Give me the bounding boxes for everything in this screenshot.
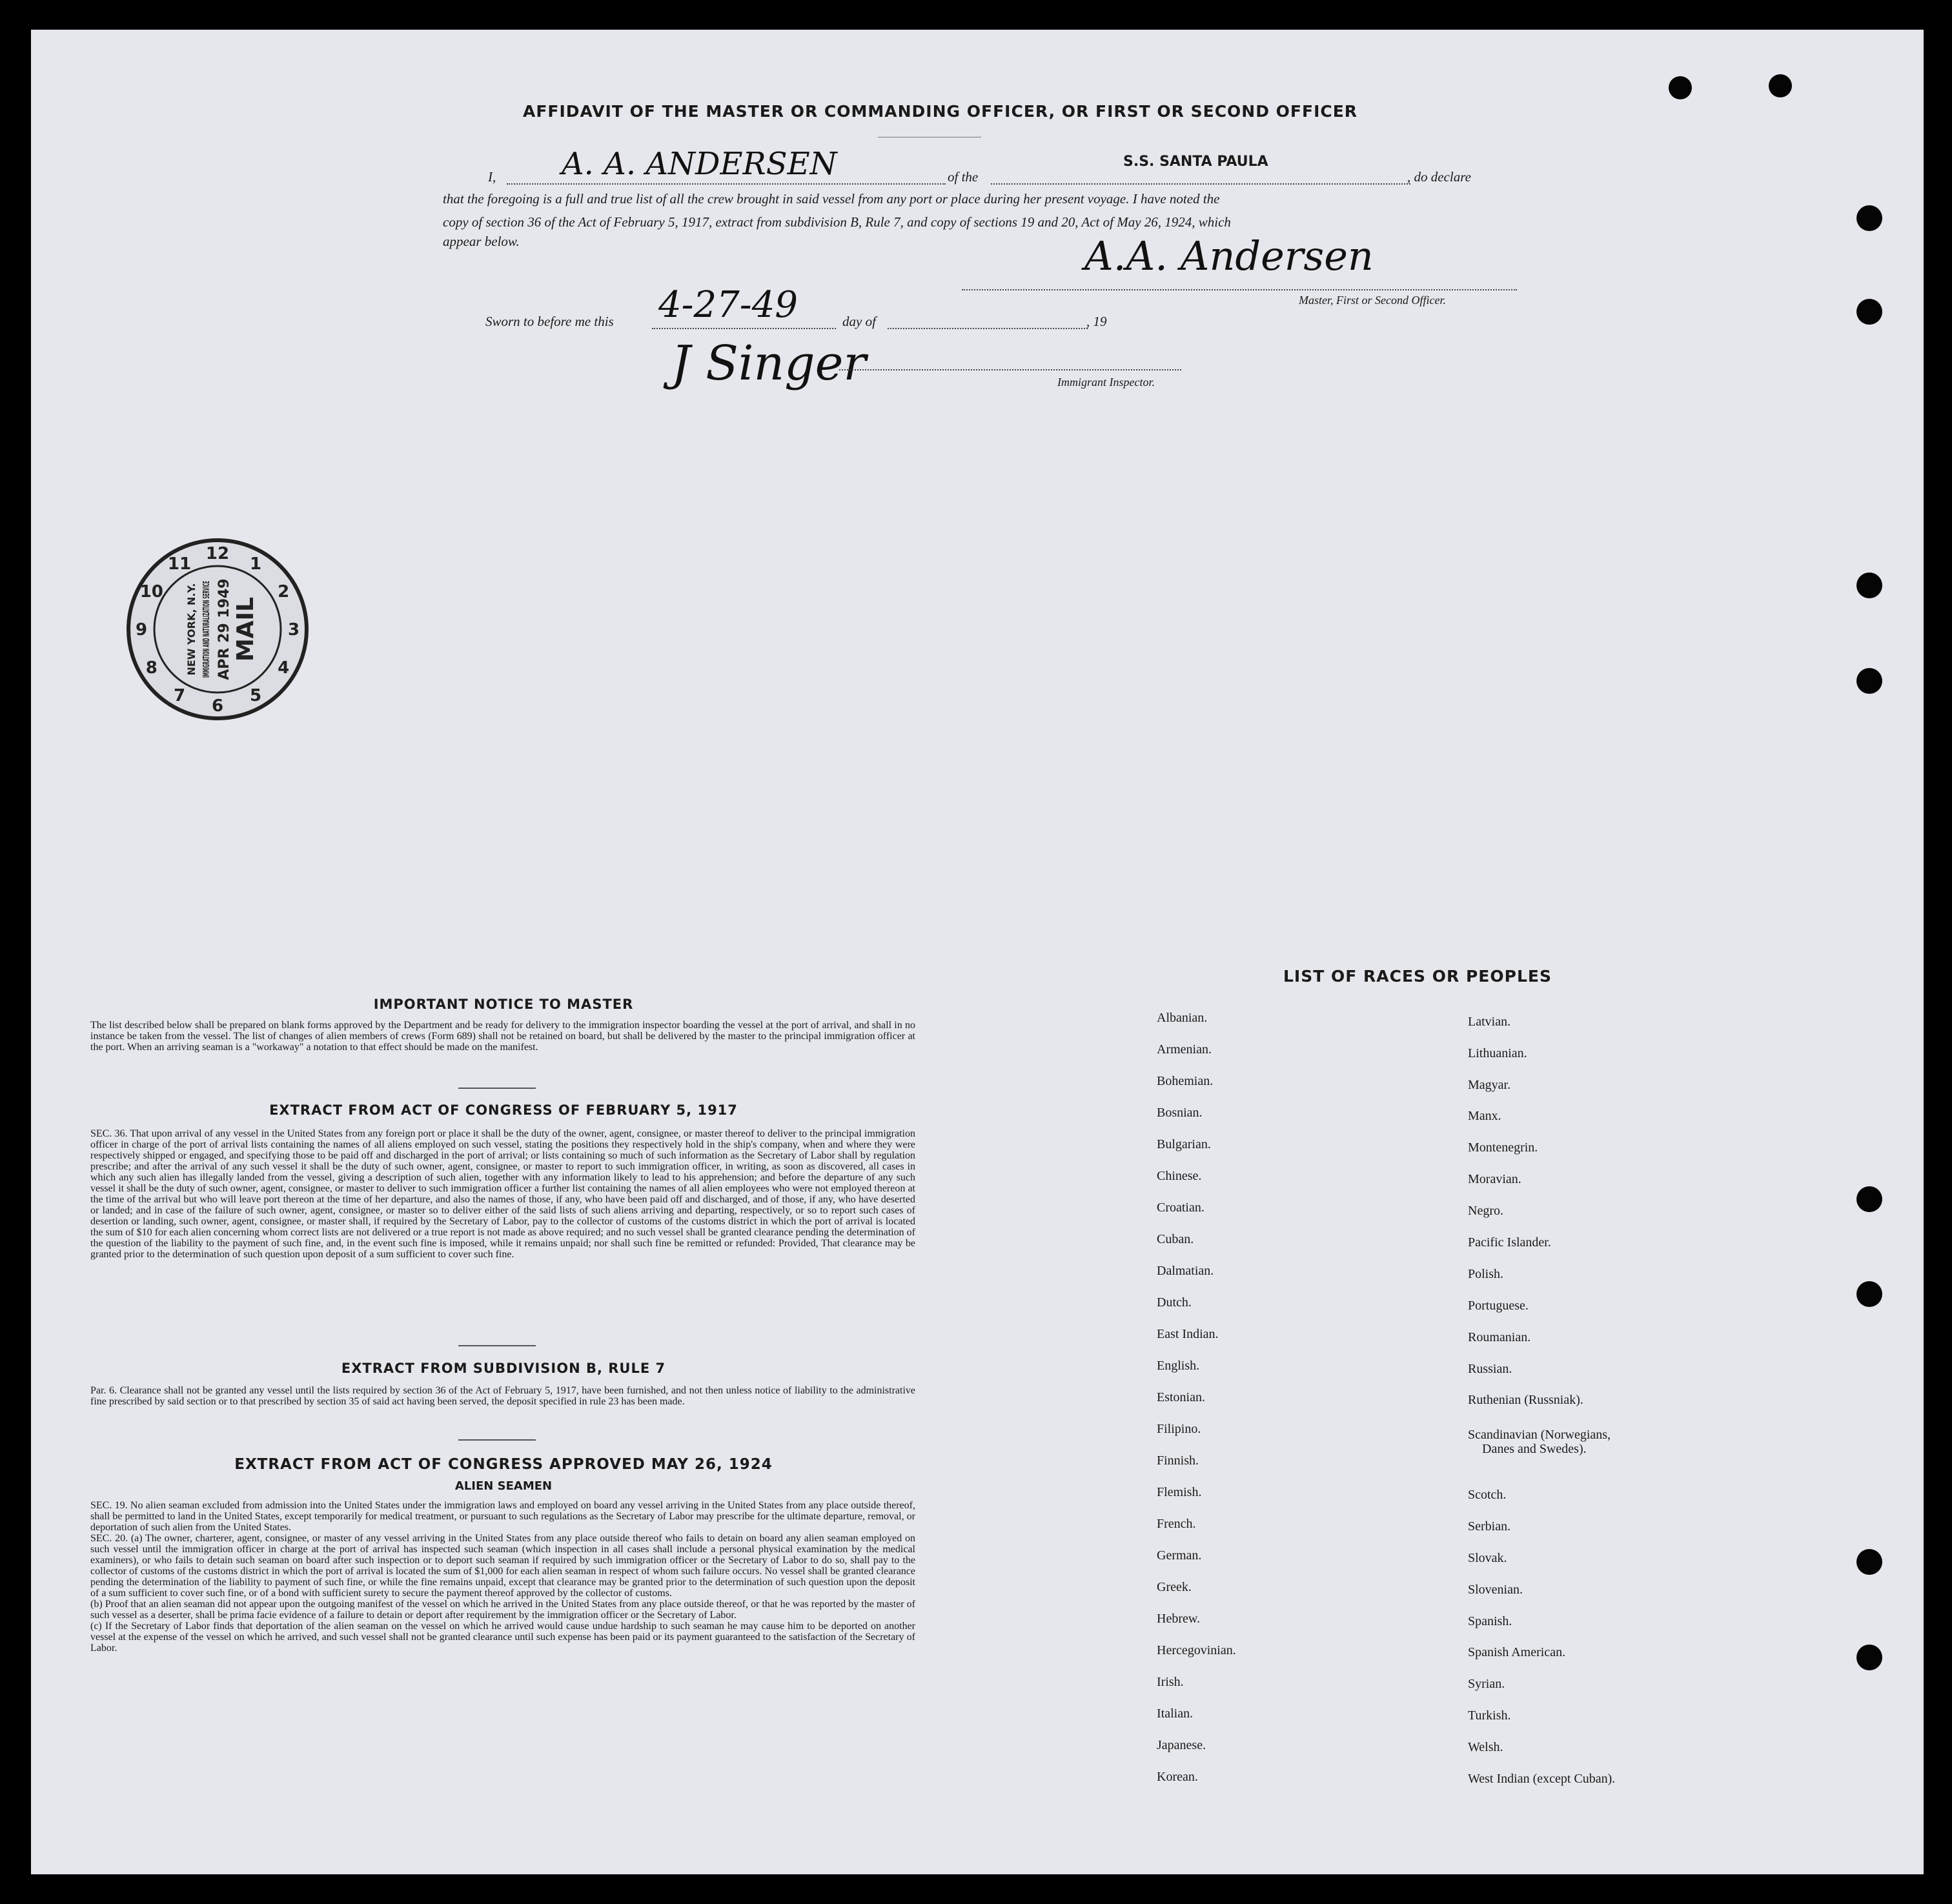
race-item: Bosnian. (1157, 1106, 1203, 1120)
race-item: Moravian. (1468, 1172, 1521, 1186)
extract-1924-body (90, 1500, 915, 1654)
i-label: I, (488, 169, 496, 185)
stamp-number: 11 (167, 554, 192, 574)
race-item: Slovenian. (1468, 1583, 1523, 1597)
punch-hole (1856, 1281, 1882, 1307)
race-item: Armenian. (1157, 1042, 1212, 1057)
race-item: Filipino. (1157, 1422, 1201, 1436)
race-item: English. (1157, 1359, 1200, 1373)
year-prefix: , 19 (1086, 314, 1107, 329)
extract-1917-heading: EXTRACT FROM ACT OF CONGRESS OF FEBRUARY 5, 1917 (269, 1102, 738, 1118)
race-item: Spanish American. (1468, 1645, 1566, 1659)
race-item: Ruthenian (Russniak). (1468, 1393, 1583, 1407)
stamp-number: 4 (278, 658, 290, 678)
race-item: East Indian. (1157, 1327, 1219, 1341)
race-item: Irish. (1157, 1675, 1184, 1689)
punch-hole (1856, 1645, 1882, 1670)
day-of-label: day of (842, 314, 876, 329)
stamp-number: 6 (211, 696, 224, 716)
race-item: Montenegrin. (1468, 1140, 1538, 1155)
extract-1924-heading: EXTRACT FROM ACT OF CONGRESS APPROVED MAY 26, 1924 (234, 1456, 773, 1473)
race-item: Korean. (1157, 1770, 1198, 1784)
month-line (888, 328, 1088, 329)
race-item: Negro. (1468, 1204, 1503, 1218)
officer-name: A. A. ANDERSEN (562, 146, 837, 182)
affidavit-line-2: copy of section 36 of the Act of February 5, 1917, extract from subdivision B, Rule 7, and copy of sections 19 and 20, Act of May 26, 1924, which (443, 214, 1231, 230)
race-item: Hercegovinian. (1157, 1643, 1236, 1657)
race-item: Finnish. (1157, 1453, 1199, 1468)
affidavit-line-1: that the foregoing is a full and true list of all the crew brought in said vessel from any port or place during her present voyage. I have noted the (443, 191, 1220, 207)
race-item: Polish. (1468, 1267, 1504, 1281)
master-line (962, 289, 1517, 290)
races-heading: LIST OF RACES OR PEOPLES (1283, 967, 1552, 986)
race-item: Manx. (1468, 1109, 1501, 1123)
race-item: Bohemian. (1157, 1074, 1214, 1088)
race-item: German. (1157, 1548, 1202, 1563)
race-item: Turkish. (1468, 1708, 1511, 1723)
punch-hole (1669, 76, 1692, 99)
punch-hole (1856, 668, 1882, 694)
race-item: Dutch. (1157, 1295, 1192, 1310)
race-item: Lithuanian. (1468, 1046, 1527, 1060)
race-item: Portuguese. (1468, 1299, 1529, 1313)
race-item: Roumanian. (1468, 1330, 1531, 1344)
stamp-date: APR 29 1949 (216, 578, 232, 680)
rule7-divider (458, 1439, 536, 1441)
notice-text: The list described below shall be prepared on blank forms approved by the Department and be ready for delivery to the immigration inspector boarding the vessel at the port of arrival, and shall in no instance be taken from the vessel. The list of changes of alien members of crews (Form 689) shall not be retained on board, but shall be delivered by the master to the principal immigration officer at the port. When an arriving seaman is a "workaway" a notation to that effect should be made on the manifest. (90, 1020, 915, 1053)
stamp-number: 5 (249, 686, 262, 706)
race-item: Danes and Swedes). (1482, 1442, 1587, 1456)
race-item: Croatian. (1157, 1200, 1205, 1215)
extract-1917-text: SEC. 36. That upon arrival of any vessel in the United States from any foreign port or place it shall be the duty of the owner, agent, consignee, or master thereof to deliver to the principal immigration officer in charge of the port of arrival lists containing the names of all aliens employed on such vessel, stating the positions they respectively hold in the ship's company, when and where they were respectively shipped or engaged, and specifying those to be paid off and discharged in the port of arrival; or lists containing so much of such information as the Secretary of Labor shall by regulation prescribe; and after the arrival of any such vessel it shall be the duty of such owner, agent, consignee, or master to report to such immigration officer, in writing, as soon as discovered, all cases in which any such alien has illegally landed from the vessel, giving a description of such alien, together with any information likely to lead to his apprehension; and before the departure of any such vessel it shall be the duty of such owner, agent, consignee, or master to deliver to such immigration officer a further list containing the names of all alien employees who were not employed thereon at the time of the arrival but who will leave port thereon at the time of her departure, and also the names of those, if any, who have been paid off and discharged, and of those, if any, who have deserted or landed; and in case of the failure of such owner, agent, consignee, or master so to deliver either of the said lists of such aliens arriving and departing, respectively, or so to report such cases of desertion or landing, such owner, agent, consignee, or master shall, if required by the Secretary of Labor, pay to the collector of customs of the customs district in which the port of arrival is located the sum of $10 for each alien concerning whom correct lists are not delivered or a true report is not made as above required; and no such vessel shall be granted clearance pending the determination of the question of the liability to the payment of such fine, and, in the event such fine is imposed, while it remains unpaid; nor shall such fine be remitted or refunded: Provided, That clearance may be granted prior to the determination of such question upon deposit of a sum sufficient to cover such fine. (90, 1128, 915, 1260)
race-item: Flemish. (1157, 1485, 1202, 1499)
extract-1917-divider (458, 1345, 536, 1346)
sworn-label: Sworn to before me this (485, 314, 614, 329)
stamp-number: 2 (278, 582, 290, 602)
race-item: Slovak. (1468, 1551, 1507, 1565)
stamp-word: MAIL (232, 596, 259, 662)
punch-hole (1856, 205, 1882, 231)
race-item: Spanish. (1468, 1614, 1512, 1628)
race-item: Latvian. (1468, 1015, 1511, 1029)
affidavit-line-3: appear below. (443, 234, 520, 249)
race-item: West Indian (except Cuban). (1468, 1772, 1616, 1786)
sec-20b-text: (b) Proof that an alien seaman did not appear upon the outgoing manifest of the vessel on which he arrived in the United States from any place outside thereof, or that he was reported by the master of such vessel as a deserter, shall be prima facie evidence of a failure to detain or deport after requirement by the immigration officer or the Secretary of Labor. (90, 1599, 915, 1621)
stamp-number: 9 (135, 620, 148, 640)
master-signature: A.A. Andersen (1084, 232, 1374, 279)
race-item: Albanian. (1157, 1011, 1208, 1025)
mail-stamp (124, 536, 311, 723)
race-item: Greek. (1157, 1580, 1192, 1594)
stamp-number: 1 (249, 554, 262, 574)
stamp-agency: IMMIGRATION AND NATURALIZATION SERVICE (202, 536, 212, 678)
master-caption: Master, First or Second Officer. (1299, 294, 1446, 307)
alien-seamen-heading: ALIEN SEAMEN (454, 1479, 553, 1493)
race-item: Estonian. (1157, 1390, 1205, 1404)
affidavit-title: AFFIDAVIT OF THE MASTER OR COMMANDING OFFICER, OR FIRST OR SECOND OFFICER (523, 102, 1358, 121)
race-item: Pacific Islander. (1468, 1235, 1551, 1250)
sec-20c-text: (c) If the Secretary of Labor finds that deportation of the alien seaman on the vessel on which he arrived would cause undue hardship to such seaman he may cause him to be deported on another vessel at the expense of the vessel on which he arrived, and such vessel shall not be granted clearance until such expense has been paid or its payment guaranteed to the satisfaction of the Secretary of Labor. (90, 1621, 915, 1654)
of-the-label: of the (948, 169, 979, 185)
stamp-number: 7 (173, 686, 186, 706)
inspector-caption: Immigrant Inspector. (1057, 376, 1155, 389)
punch-hole (1856, 572, 1882, 598)
stamp-city: NEW YORK, N.Y. (185, 583, 198, 676)
do-declare: , do declare (1407, 169, 1471, 185)
punch-hole (1856, 299, 1882, 325)
race-item: Welsh. (1468, 1740, 1503, 1754)
rule7-text: Par. 6. Clearance shall not be granted any vessel until the lists required by section 36 of the Act of February 5, 1917, have been furnished, and not then unless notice of liability to the administrative fine prescribed by said section or to that prescribed by section 35 of said act having been served, the deposit specified in rule 23 has been made. (90, 1385, 915, 1407)
name-line (507, 183, 946, 185)
stamp-number: 12 (205, 544, 230, 563)
stamp-graphic (124, 536, 311, 723)
race-item: Bulgarian. (1157, 1137, 1211, 1151)
race-item: Chinese. (1157, 1169, 1202, 1183)
race-item: Syrian. (1468, 1677, 1505, 1691)
sec-19-text: SEC. 19. No alien seaman excluded from admission into the United States under the immigration laws and employed on board any vessel arriving in the United States from any place outside thereof, shall be permitted to land in the United States, except temporarily for medical treatment, or pursuant to such regulations as the Secretary of Labor may prescribe for the ultimate departure, removal, or deportation of such alien from the United States. (90, 1500, 915, 1533)
sworn-date-line (652, 328, 836, 329)
inspector-line (839, 369, 1181, 370)
inspector-signature: J Singer (671, 336, 866, 391)
race-item: Japanese. (1157, 1738, 1206, 1752)
race-item: Hebrew. (1157, 1612, 1201, 1626)
vessel-line (991, 183, 1410, 185)
race-item: Scotch. (1468, 1488, 1507, 1502)
race-item: Italian. (1157, 1707, 1194, 1721)
race-item: Scandinavian (Norwegians, (1468, 1428, 1611, 1442)
notice-divider (458, 1088, 536, 1089)
race-item: Serbian. (1468, 1519, 1511, 1534)
stamp-number: 3 (287, 620, 300, 640)
notice-heading: IMPORTANT NOTICE TO MASTER (373, 997, 634, 1012)
race-item: French. (1157, 1517, 1196, 1531)
stamp-number: 10 (139, 582, 163, 602)
punch-hole (1769, 74, 1792, 97)
punch-hole (1856, 1186, 1882, 1212)
punch-hole (1856, 1549, 1882, 1575)
race-item: Russian. (1468, 1362, 1512, 1376)
vessel-name: S.S. SANTA PAULA (1123, 154, 1268, 170)
sworn-date: 4-27-49 (658, 284, 798, 326)
race-item: Dalmatian. (1157, 1264, 1214, 1278)
stamp-number: 8 (145, 658, 158, 678)
race-item: Magyar. (1468, 1078, 1511, 1092)
rule7-heading: EXTRACT FROM SUBDIVISION B, RULE 7 (341, 1361, 666, 1376)
race-item: Cuban. (1157, 1232, 1194, 1246)
sec-20a-text: SEC. 20. (a) The owner, charterer, agent, consignee, or master of any vessel arriving in the United States from any place outside thereof who fails to detain on board any alien seaman employed on such vessel until the immigration officer in charge at the port of arrival has inspected such seaman (which inspection in all cases shall include a personal physical examination by the medical examiners), or who fails to detain such seaman on board after such inspection or to deport such seaman if required by such immigration officer or the Secretary of Labor to do so, shall pay to the collector of customs of the customs district in which the port of arrival is located the sum of $1,000 for each alien seaman in respect of whom such failure occurs. No vessel shall be granted clearance pending the determination of the liability to payment of such fine, or while the fine remains unpaid, except that clearance may be granted prior to the determination of such question upon the deposit of a sum sufficient to cover such fine, or of a bond with sufficient surety to secure the payment thereof approved by the collector of customs. (90, 1533, 915, 1599)
